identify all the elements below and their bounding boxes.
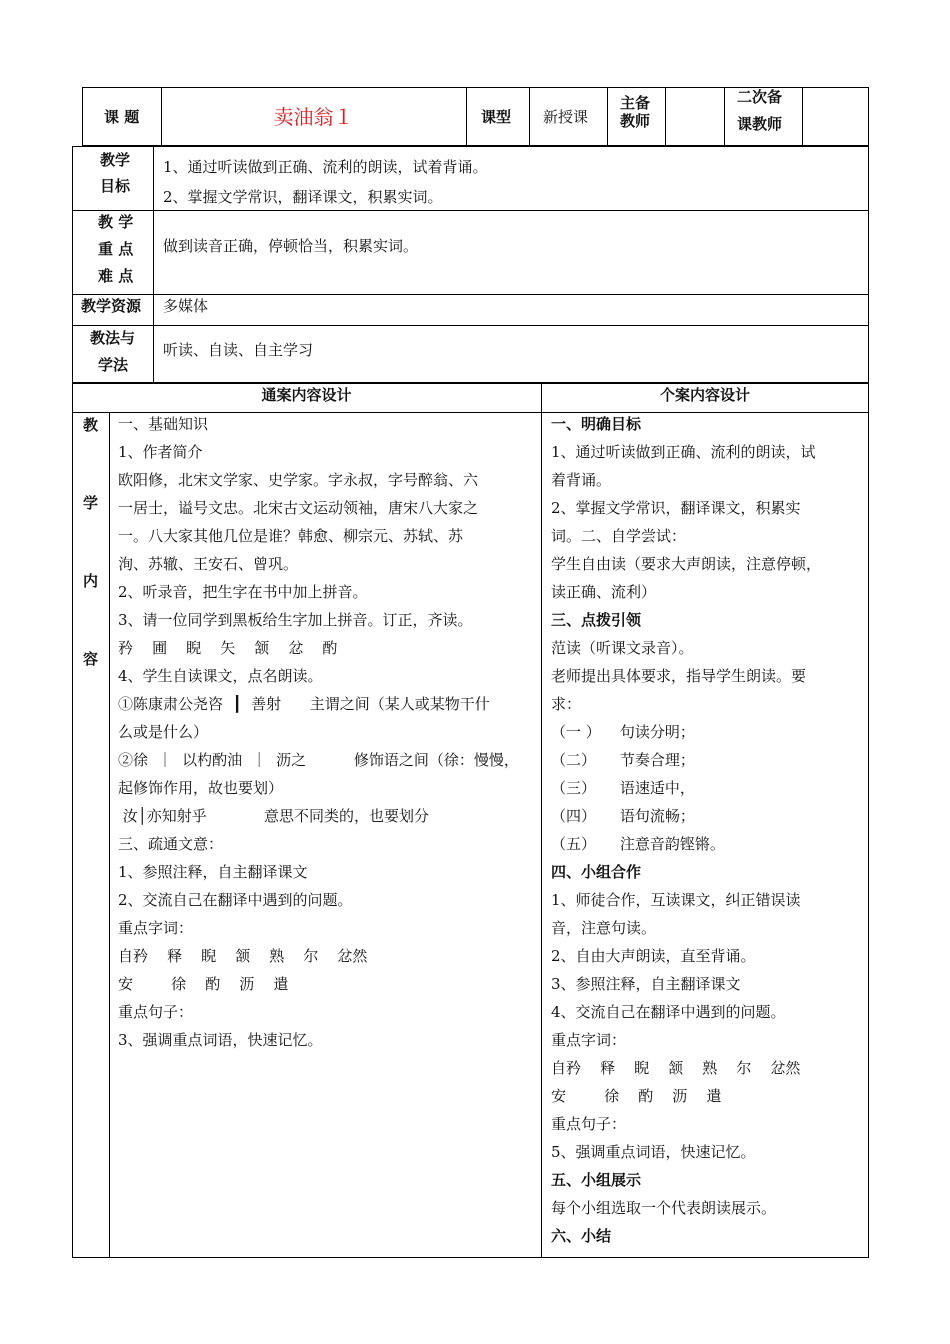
right-content-line: 重点句子： xyxy=(551,1115,627,1133)
left-content-line: 安 徐 酌 沥 遣 xyxy=(118,975,289,993)
right-section-heading: 四、小组合作 xyxy=(551,863,642,881)
left-content-line: 一、基础知识 xyxy=(118,415,209,433)
right-content-line: （四） 语句流畅； xyxy=(551,807,695,825)
right-content-line: 1、师徒合作，互读课文，纠正错误读 xyxy=(551,891,801,909)
right-column-title: 个案内容设计 xyxy=(659,386,750,404)
key-points-text: 做到读音正确，停顿恰当，积累实词。 xyxy=(163,237,419,255)
right-content-line: 自矜 释 睨 颔 熟 尔 忿然 xyxy=(551,1059,801,1077)
right-content-line: 3、参照注释，自主翻译课文 xyxy=(551,975,741,993)
left-content-line: 起修饰作用，故也要划） xyxy=(118,779,284,797)
lesson-title: 卖油翁１ xyxy=(273,105,354,129)
key-label-1: 教 学 xyxy=(98,213,134,231)
right-content-line: 老师提出具体要求，指导学生朗读。要 xyxy=(551,667,807,685)
right-content-line: 求： xyxy=(551,695,582,713)
left-content-line: 自矜 释 睨 颔 熟 尔 忿然 xyxy=(118,947,368,965)
left-content-line: 重点句子： xyxy=(118,1003,194,1021)
left-content-line: 洵、苏辙、王安石、曾巩。 xyxy=(118,555,299,573)
left-content-line: 4、学生自读课文，点名朗读。 xyxy=(118,667,323,685)
right-content-line: 安 徐 酌 沥 遣 xyxy=(551,1087,722,1105)
goals-label-2: 目标 xyxy=(100,177,131,195)
right-content-line: 读正确、流利） xyxy=(551,583,657,601)
left-content-line: 3、强调重点词语，快速记忆。 xyxy=(118,1031,323,1049)
right-content-line: 2、掌握文学常识，翻译课文，积累实 xyxy=(551,499,801,517)
side-label-char: 学 xyxy=(83,494,99,512)
right-column-content xyxy=(551,410,863,1250)
side-label-char: 容 xyxy=(83,650,99,668)
type-label: 课型 xyxy=(481,108,512,126)
topic-label: 课 题 xyxy=(104,108,140,126)
left-content-line: 3、请一位同学到黑板给生字加上拼音。订正，齐读。 xyxy=(118,611,473,629)
lead-teacher-label-2: 教师 xyxy=(620,112,651,130)
key-label-3: 难 点 xyxy=(98,267,134,285)
right-content-line: 学生自由读（要求大声朗读，注意停顿， xyxy=(551,555,822,573)
goals-line-1: 1、通过听读做到正确、流利的朗读，试着背诵。 xyxy=(163,158,488,176)
goals-label-1: 教学 xyxy=(100,151,131,169)
resources-text: 多媒体 xyxy=(163,297,209,315)
right-content-line: 1、通过听读做到正确、流利的朗读，试 xyxy=(551,443,816,461)
right-content-line: （一 ） 句读分明； xyxy=(551,723,695,741)
left-content-line: 么或是什么） xyxy=(118,723,209,741)
resources-label: 教学资源 xyxy=(81,297,142,315)
right-content-line: （三） 语速适中， xyxy=(551,779,695,797)
left-content-line: 一居士，谥号文忠。北宋古文运动领袖，唐宋八大家之 xyxy=(118,499,479,517)
right-content-line: 4、交流自己在翻译中遇到的问题。 xyxy=(551,1003,786,1021)
right-content-line: （五） 注意音韵铿锵。 xyxy=(551,835,725,853)
right-content-line: 2、自由大声朗读，直至背诵。 xyxy=(551,947,756,965)
left-content-line: ②徐 ｜ 以杓酌油 ｜ 沥之 修饰语之间（徐：慢慢， xyxy=(118,751,519,769)
right-content-line: 重点字词： xyxy=(551,1031,627,1049)
lead-teacher-label-1: 主备 xyxy=(620,94,651,112)
second-teacher-label-1: 二次备 xyxy=(737,88,783,106)
methods-label-1: 教法与 xyxy=(90,329,136,347)
left-content-line: 1、参照注释，自主翻译课文 xyxy=(118,863,308,881)
left-content-line: ①陈康肃公尧咨 ┃ 善射 主谓之间（某人或某物干什 xyxy=(118,695,490,713)
right-section-heading: 三、点拨引领 xyxy=(551,611,642,629)
right-section-heading: 一、明确目标 xyxy=(551,415,642,433)
right-section-heading: 五、小组展示 xyxy=(551,1171,642,1189)
right-content-line: 5、强调重点词语，快速记忆。 xyxy=(551,1143,756,1161)
right-content-line: 音，注意句读。 xyxy=(551,919,657,937)
left-content-line: 1、作者简介 xyxy=(118,443,203,461)
left-content-line: 矜 圃 睨 矢 颔 忿 酌 xyxy=(118,639,338,657)
right-section-heading: 六、小结 xyxy=(551,1227,612,1245)
right-content-line: 范读（听课文录音）。 xyxy=(551,639,694,657)
left-content-line: 欧阳修，北宋文学家、史学家。字永叔，字号醉翁、六 xyxy=(118,471,479,489)
methods-label-2: 学法 xyxy=(98,356,129,374)
right-content-line: （二） 节奏合理； xyxy=(551,751,695,769)
side-label-char: 教 xyxy=(83,416,99,434)
type-value: 新授课 xyxy=(543,108,589,126)
key-label-2: 重 点 xyxy=(98,240,134,258)
methods-text: 听读、自读、自主学习 xyxy=(163,341,314,359)
second-teacher-label-2: 课教师 xyxy=(737,115,783,133)
left-column-content xyxy=(118,410,538,1054)
right-content-line: 词。二、自学尝试： xyxy=(551,527,687,545)
right-content-line: 每个小组选取一个代表朗读展示。 xyxy=(551,1199,777,1217)
side-label-char: 内 xyxy=(83,572,99,590)
left-content-line: 三、疏通文意： xyxy=(118,835,224,853)
left-content-line: 2、听录音，把生字在书中加上拼音。 xyxy=(118,583,368,601)
right-content-line: 着背诵。 xyxy=(551,471,612,489)
left-column-title: 通案内容设计 xyxy=(261,386,352,404)
goals-line-2: 2、掌握文学常识，翻译课文，积累实词。 xyxy=(163,188,443,206)
left-content-line: 一。八大家其他几位是谁？韩愈、柳宗元、苏轼、苏 xyxy=(118,527,464,545)
left-content-line: 重点字词： xyxy=(118,919,194,937)
left-content-line: 2、交流自己在翻译中遇到的问题。 xyxy=(118,891,353,909)
left-content-line: 汝│亦知射乎 意思不同类的，也要划分 xyxy=(118,807,430,825)
